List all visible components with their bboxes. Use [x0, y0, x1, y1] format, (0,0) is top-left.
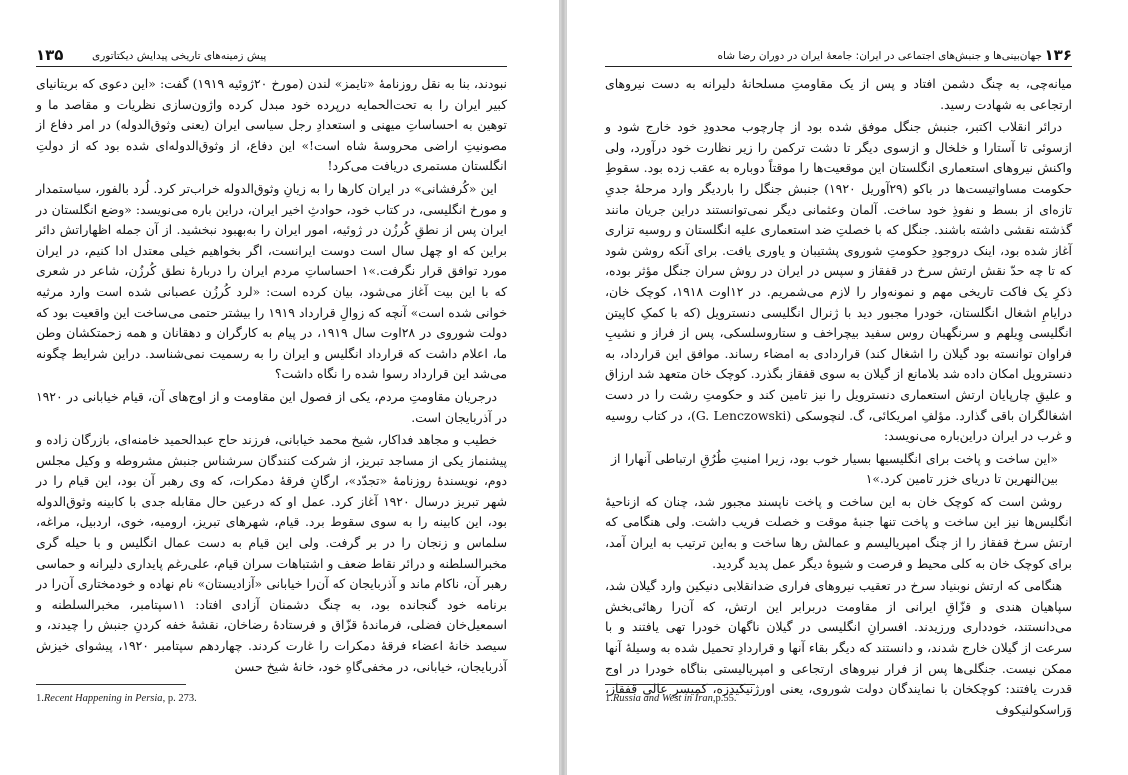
block-quote: «این ساخت و پاخت برای انگلیسیها بسیار خوب بود، زیرا امنیتِ طُرُقِ ارتباطی آنهارا از بین‌النهرین تا دریای خزر تامین کرد.»۱	[611, 450, 1058, 487]
footnote-title: Russia and West in Iran	[612, 693, 713, 704]
paragraph: خطیب و مجاهد فداکار، شیخ محمد خیابانی، فرزند حاج عبدالحمید خامنه‌ای، بازرگان زاده و پیشنماز یکی از مساجد تبریز، از شرکت کنندگان سرشناس جنبش مشروطه و وکیل مجلس دوم، نویسندهٔ روزنامهٔ «تجدّد»، ارگانِ فرقهٔ دمکرات، که وی رهبر آن بود، این قیام را در شهر تبریز درسال ۱۹۲۰ آغاز کرد. عمل او که درعین حال مقابله جدی با کابینه وثوق‌الدوله بود، این کابینه را به سوی سقوط برد. قیام، شهرهای تبریز، ارومیه، خوی، اردبیل، مراغه، سلماس و زنجان را در بر گرفت. ولی این قیام به دست عمال انگلیس و با حیله گری مخبرالسلطنه و درائر نقاط ضعف و اشتباهات سران قیام، علی‌رغم پایداری دلیرانه و حماسی رهبر آن، ناکام ماند و آذربایجان که آن‌را خیابانی «آزادیستان» نام نهاده و خودمختاری آن‌را در برنامه خود گنجانده بود، به چنگ دشمنان آزادی افتاد: ۱۱سپتامبر، مخبرالسلطنه و اسمعیل‌خان فضلی، فرماندهٔ قزّاق و فرستادهٔ رضاخان، نقشهٔ خفه کردنِ جنبش را چیدند، و سیصد خانهٔ اعضاء فرقهٔ دمکرات را غارت کردند. چهاردهم سپتامبر ۱۹۲۰، پیشوای خیزش آذربایجان، خیابانی، در مخفی‌گاهِ خود، خانهٔ شیخ حسن	[36, 432, 507, 674]
page-136	[566, 0, 1128, 775]
page-header	[605, 44, 1072, 67]
footnote	[605, 693, 736, 704]
footnote-page: , p. 273.	[162, 693, 197, 704]
paragraph: درجریان مقاومتِ مردم، یکی از فصول این مقاومت و از اوج‌های آن، قیام خیابانی در ۱۹۲۰ در آذربایجان است.	[36, 388, 507, 425]
footnote-page: ,p.55.	[712, 693, 737, 704]
page-header	[36, 44, 507, 67]
running-title: پیش زمینه‌های تاریخی پیدایش دیکتاتوری	[92, 50, 267, 62]
page-number: ۱۳۵	[36, 46, 64, 64]
paragraph: این «کُرفشانی» در ایران کارها را به زیانِ وثوق‌الدوله خراب‌تر کرد. لُرد بالفور، سیاستمدار و مورخ انگلیسی، در کتاب خود، حوادثِ اخیر ایران، دراین باره می‌نویسد: «وضع انگلستان در ایران پس از نطقِ کُرزُن در ژوئیه، امور ایران را به‌بهبود نبخشید. از آن جمله اظهاراتش دائر براین که او چهل سال است دوست ایرانست، اگر بخواهیم خیلی معتدل ادا کنیم، در ایران مورد توافق قرار نگرفت.»۱ احساساتِ مردم ایران را دربارهٔ نطق کُرزُن، شاعر در شعری که با این بیت آغاز می‌شود، بیان کرده است: «لرد کُرزُن عصبانی شده است وارد مرثیه خوانی شده است» آنچه که زوالِ قرارداد ۱۹۱۹ را بیشتر حتمی می‌ساخت این واقعیت بود که دولت شوروی در ۲۸اوت سال ۱۹۱۹، در پیام به کارگران و دهقانان و همه زحمتکشان وطن ما، اعلام داشت که قرارداد انگلیس و ایران را به رسمیت نمی‌شناسد. دراین شرایط چگونه می‌شد این قرارداد رسوا شده را نگاه داشت؟	[36, 180, 508, 382]
footnote-marker: 1.	[36, 693, 44, 704]
footnote-title: Recent Happening in Persia	[43, 693, 163, 704]
footnote-rule	[36, 684, 186, 685]
page-body	[36, 74, 507, 679]
footnote-rule	[605, 684, 755, 685]
footnote-marker: 1.	[605, 693, 613, 704]
page-body	[605, 74, 1072, 722]
paragraph: روشن است که کوچک خان به این ساخت و پاخت ناپسند مجبور شد، چنان که ازناحیهٔ انگلیس‌ها نیز این ساخت و پاخت تنها جنبهٔ موقت و خصلت فریب داشت. ولی هنگامی که ارتش سرخ قفقاز را از چنگ امپریالیسم و عمالش رها ساخت و به‌این ترتیب به ایران آمد، برای کوچک خان به کلی محیط و فرصت و شیوهٔ دیگر عمل پدید گردید.	[605, 493, 1072, 571]
paragraph: نبودند، بنا به نقل روزنامهٔ «تایمز» لندن (مورخ ۲۰ژوئیه ۱۹۱۹) گفت: «این دعوی که بریتانیای کبیر ایران را به تحت‌الحمایه درپرده خود مبدل کرده واژون‌سازی نظریات و مقاصد ما و توهین به احساساتِ میهنی و استعدادِ رجل سیاسی ایران (یعنی وثوق‌الدوله) در امر دفاع از مصونیتِ اراضی محروسهٔ شاه است!» این دفاع، از وثوق‌الدوله‌ای شده بود که از دولتِ انگلستان مستمری دریافت می‌کرد!	[36, 76, 507, 174]
paragraph: میانه‌چی، به چنگ دشمن افتاد و پس از یک مقاومتِ مسلحانهٔ دلیرانه به دست نیروهای ارتجاعی به شهادت رسید.	[605, 76, 1072, 112]
footnote	[36, 693, 197, 704]
page-135	[0, 0, 560, 775]
page-number: ۱۳۶	[1044, 46, 1072, 64]
paragraph: درائر انقلاب اکتبر، جنبش جنگل موفق شده بود از چارچوب محدودِ خود خارج شود و ازسوئی تا آستارا و خلخال و ازسوی دیگر تا دشت ترکمن را زیر نظارت خود درآورد، ولی واکنش نیروهای استعماری انگلستان این موقعیت‌ها را موقتاً دوباره به عقب زده بود. سقوطِ حکومت مساواتیست‌ها در باکو (۲۹آوریل ۱۹۲۰) جنبش جنگل را باردیگر وارد مرحلهٔ جدیِ تازه‌ای از بسط و نفوذِ خود ساخت. آلمان وعثمانی دیگر نمی‌توانستند دراین جریان مانند گذشته نقشی داشته باشند. جنگل که با خصلتِ ضد استعماری علیه انگلستان و روسیه تزاری آغاز شده بود، اینک درو‌جودِ حکومتِ شوروی پشتیبان و یاوری یافت. برای آنکه روشن شود که تا چه حدّ نقش ارتش سرخ در قفقاز و سپس در ایران در روش سران جنگل مؤثر بوده، ذکرِ یک فاکت تاریخی مهم و نمونه‌وار را لازم می‌شمریم. در ۱۲اوت ۱۹۱۸، کوچک خان، درایامِ اشغال انگلستان، خودرا مجبور دید با ژنرال انگلیسی دنسترویل (که با کمکِ کاپیتن انگلیسی وِیلهم و سرنگهبان روس سفید بیچراخف و ستاروسلسکی، پس از فراز و نشیبِ فراوان توانسته بود گیلان را اشغال کند) قراردادی به امضاء رساند. موافق این قرارداد، به دنسترویل امکان داده شد بلامانع از گیلان به سوی قفقاز بگذرد. کوچک خان متعهد شد ارزاق و علیقِ چارپایان ارتش استعماری دنسترویل را نیز تامین کند و حکومتِ رشت را در دست اشغالگران باقی گذارد. مؤلفِ امریکائی، گ. لنچوسکی (G. Lenczowski)، در کتاب روسیه و غرب در ایران دراین‌باره می‌نویسد:	[605, 119, 1072, 444]
running-title: جهان‌بینی‌ها و جنبش‌های اجتماعی در ایران: جامعهٔ ایران در دوران رضا شاه	[717, 50, 1042, 62]
paragraph: هنگامی که ارتش نوبنیاد سرخ در تعقیب نیروهای فراری ضدانقلابی دنیکین وارد گیلان شد، سپاهیان هندی و قزّاقِ ایرانی از مقاومت دربرابر این ارتش، که آن‌را رهائی‌بخش می‌دانستند، خودداری ورزیدند. افسرانِ انگلیسی در گیلان ناگهان خودرا تهی یافتند و با سرعت از گیلان خارج شدند، و دانستند که دیگر بقاء آنها و قراردادِ تحمیل شده به وسیلهٔ آنها ممکن نیست. جنگلی‌ها پس از فرار نیروهای ارتجاعی و امپریالیستی بناگاه خودرا در اوج قدرت یافتند: کوچکخان با نمایندگان دولت شوروی، یعنی اورژنیکیدزه، کمیسرِ عالیِ قفقاز، وَراسکولنیکوف	[605, 578, 1072, 717]
